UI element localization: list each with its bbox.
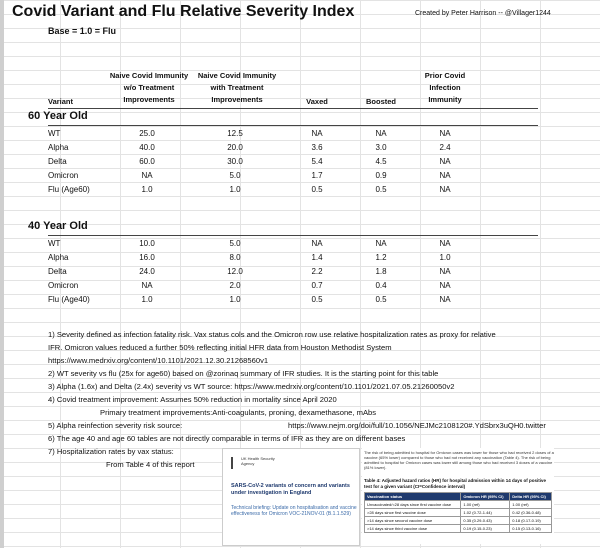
cell-boosted: 0.5 [375,295,387,304]
note-7: 7) Hospitalization rates by vax status: [48,447,174,456]
cell-naive-wo: 10.0 [139,239,155,248]
table4-image [362,448,554,544]
note-5-link[interactable]: https://www.nejm.org/doi/full/10.1056/NEJMc2108120#.YdSbrx3uQH0.twitter [288,421,546,430]
t4-col-delta: Delta HR (95% CI) [510,493,552,501]
cell-variant: Alpha [48,253,69,262]
cell-prior: NA [439,267,451,276]
t4-col-status: Vaccination status [365,493,461,501]
agency-logo-icon [231,457,241,469]
table-row [0,238,600,252]
cell-boosted: 3.0 [375,143,387,152]
section-underline-60 [48,125,538,126]
cell-prior: NA [439,157,451,166]
cell-naive-wo: NA [141,281,153,290]
cell-naive-with: 5.0 [229,171,241,180]
cell-variant: WT [48,129,61,138]
cell-prior: 2.4 [439,143,451,152]
cell-vaxed: 0.7 [311,281,323,290]
header-vaxed: Vaxed [306,97,328,106]
note-1b: IFR. Omicron values reduced a further 50% reflecting initial HFR data from Houston Methodist System [48,343,392,352]
cell-boosted: 4.5 [375,157,387,166]
header-variant: Variant [48,97,74,106]
table-row [0,252,600,266]
note-6: 6) The age 40 and age 60 tables are not directly comparable in terms of IFR as they are on different bases [48,434,406,443]
cell-boosted: NA [375,129,387,138]
table-row [0,266,600,280]
header-underline [48,108,538,109]
credit-text: Created by Peter Harrison -- @Villager1244 [415,10,551,17]
cell-vaxed: NA [311,239,323,248]
t4-col-omicron: Omicron HR (95% CI) [461,493,510,501]
cell-variant: Omicron [48,281,79,290]
note-5: 5) Alpha reinfection severity risk source: [48,421,183,430]
header-naive-with: Naive Covid Immunity with Treatment Improvements [197,71,277,104]
cell-variant: Omicron [48,171,79,180]
cell-prior: NA [439,171,451,180]
cell-vaxed: 1.4 [311,253,323,262]
cell-vaxed: 3.6 [311,143,323,152]
cell-prior: NA [439,281,451,290]
note-1c: https://www.medrxiv.org/content/10.1101/2021.12.30.21268560v1 [48,356,269,365]
header-naive-wo: Naive Covid Immunity w/o Treatment Improvements [109,71,189,104]
cell-naive-with: 12.5 [227,129,243,138]
cell-naive-with: 1.0 [229,295,241,304]
table-row [0,128,600,142]
cell-boosted: 1.8 [375,267,387,276]
cell-prior: NA [439,185,451,194]
table4-caption: Table 4: Adjusted hazard ratios (HR) for hospital admission within 14 days of positive test for a given variant (CI=Confidence interval) [364,478,547,489]
cell-prior: NA [439,295,451,304]
cell-vaxed: 5.4 [311,157,323,166]
cell-vaxed: 2.2 [311,267,323,276]
cell-variant: Delta [48,267,67,276]
cell-prior: 1.0 [439,253,451,262]
cell-naive-wo: 24.0 [139,267,155,276]
cell-boosted: 1.2 [375,253,387,262]
cell-prior: NA [439,129,451,138]
report-subtitle: Technical briefing: Update on hospitalisation and vaccine effectiveness for Omicron VOC-21NOV-01 (B.1.1.529) [231,505,357,517]
cell-boosted: 0.9 [375,171,387,180]
note-7b: From Table 4 of this report [106,460,195,469]
cell-naive-with: 12.0 [227,267,243,276]
header-boosted: Boosted [366,97,396,106]
cell-naive-wo: NA [141,171,153,180]
report-cover-image [222,448,360,546]
cell-naive-with: 1.0 [229,185,241,194]
table-row [0,156,600,170]
cell-naive-wo: 1.0 [141,295,153,304]
table-row: >28 days since first vaccine dose 1.02 (0.72-1.44) 0.42 (0.36-0.48) [365,509,552,517]
table-row [0,184,600,198]
cell-boosted: 0.5 [375,185,387,194]
cell-vaxed: 0.5 [311,185,323,194]
table-row [0,294,600,308]
cell-naive-wo: 25.0 [139,129,155,138]
cell-naive-with: 2.0 [229,281,241,290]
note-1a: 1) Severity defined as infection fatality risk. Vax status cols and the Omicron row use relative hospitalization rates as proxy for relative [48,330,496,339]
cell-variant: Flu (Age60) [48,185,90,194]
sheet-title: Covid Variant and Flu Relative Severity Index [12,3,355,20]
cell-variant: Alpha [48,143,69,152]
table4-grid [364,492,552,533]
cell-naive-wo: 40.0 [139,143,155,152]
cell-naive-wo: 1.0 [141,185,153,194]
table-row: >14 days since second vaccine dose 0.35 (0.29-0.43) 0.18 (0.17-0.19) [365,517,552,525]
cell-naive-wo: 16.0 [139,253,155,262]
cell-variant: Flu (Age40) [48,295,90,304]
note-4b: Primary treatment improvements:Anti-coagulants, proning, dexamethasone, mAbs [100,408,377,417]
cell-prior: NA [439,239,451,248]
cell-boosted: 0.4 [375,281,387,290]
cell-variant: WT [48,239,61,248]
base-label: Base = 1.0 = Flu [48,26,117,36]
cell-vaxed: 0.5 [311,295,323,304]
header-prior-infection: Prior Covid Infection Immunity [424,71,466,104]
cell-naive-with: 20.0 [227,143,243,152]
cell-variant: Delta [48,157,67,166]
cell-naive-with: 8.0 [229,253,241,262]
table-row [0,142,600,156]
table-row: Unvaccinated/<28 days since first vaccine dose 1.00 (ref) 1.00 (ref) [365,501,552,509]
section-underline-40 [48,235,538,236]
agency-name: UK Health Security Agency [241,456,275,466]
table-row [0,280,600,294]
cell-boosted: NA [375,239,387,248]
note-3: 3) Alpha (1.6x) and Delta (2.4x) severity vs WT source: https://www.medrxiv.org/content/10.1101/2021.07.05.21260050v2 [48,382,455,391]
cell-vaxed: NA [311,129,323,138]
table-row [0,170,600,184]
cell-naive-with: 30.0 [227,157,243,166]
section-label-60: 60 Year Old [28,110,88,122]
cell-naive-wo: 60.0 [139,157,155,166]
section-label-40: 40 Year Old [28,220,88,232]
note-2: 2) WT severity vs flu (25x for age60) based on @zorinaq summary of IFR studies. It is the starting point for this table [48,369,439,378]
report-title: SARS-CoV-2 variants of concern and variants under investigation in England [231,483,350,496]
table-row: >14 days since third vaccine dose 0.19 (0.15-0.23) 0.15 (0.13-0.16) [365,525,552,533]
cell-naive-with: 5.0 [229,239,241,248]
table4-intro: The risk of being admitted to hospital for Omicron cases was lower for those who had received 2 doses of a vaccine (65% lower) compared to those who had not received any vaccination (Table 4). The risk of being admitted to hospital for Omicron cases was lower still among those who had received 3 doses of a vaccine (81% lower). [364,450,554,470]
note-4: 4) Covid treatment improvement: Assumes 50% reduction in mortality since April 2020 [48,395,337,404]
cell-vaxed: 1.7 [311,171,323,180]
